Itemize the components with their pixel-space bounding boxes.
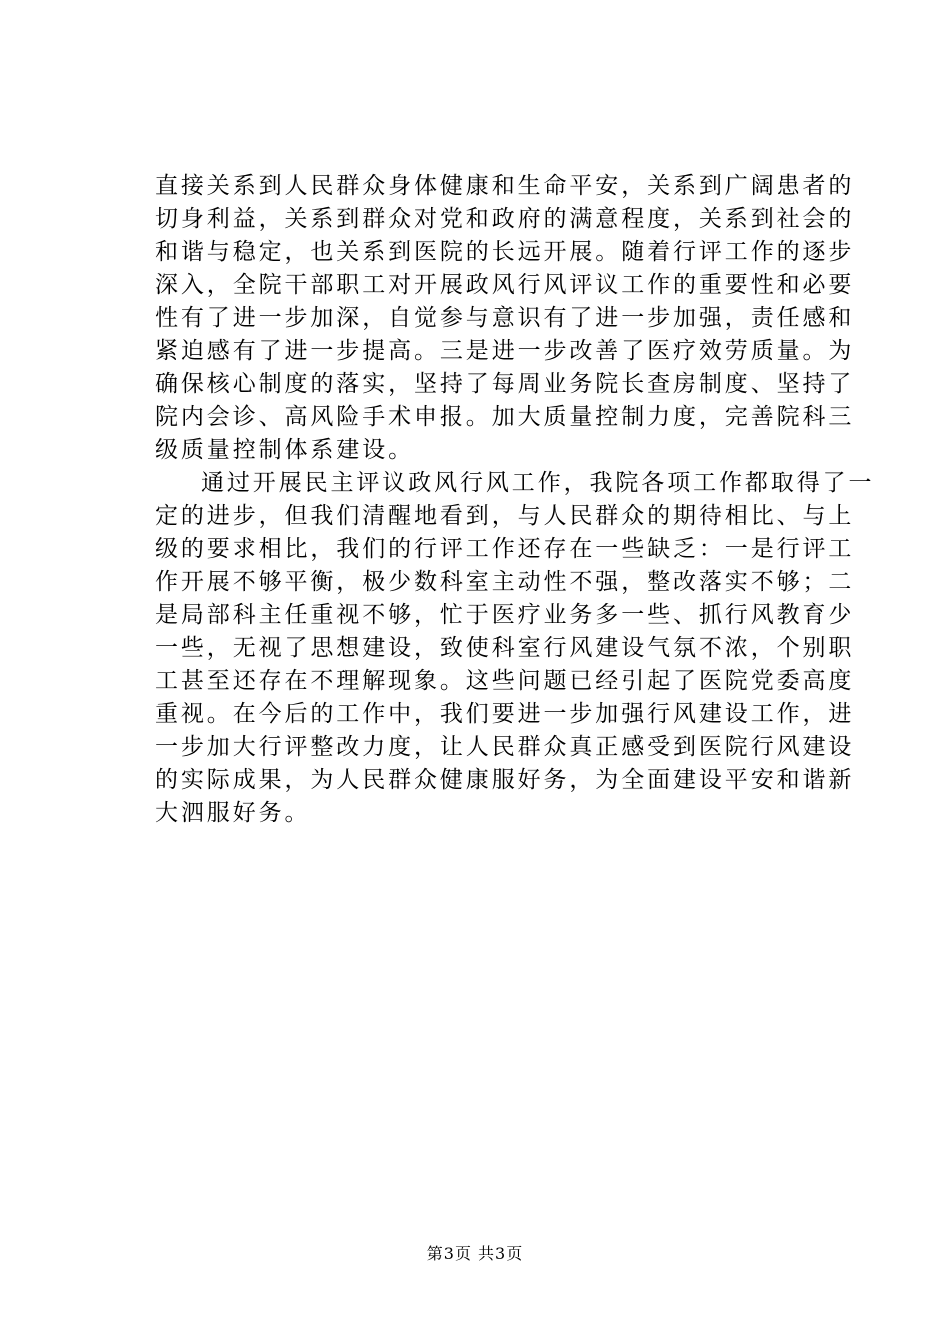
text-line: 重视。在今后的工作中，我们要进一步加强行风建设工作，进 (155, 701, 855, 727)
text-line: 是局部科主任重视不够，忙于医疗业务多一些、抓行风教育少 (155, 602, 855, 628)
text-line: 通过开展民主评议政风行风工作，我院各项工作都取得了一 (201, 470, 875, 496)
text-line: 大泗服好务。 (155, 800, 311, 826)
text-line: 定的进步，但我们清醒地看到，与人民群众的期待相比、与上 (155, 503, 855, 529)
text-line: 确保核心制度的落实，坚持了每周业务院长查房制度、坚持了 (155, 371, 855, 397)
text-line: 性有了进一步加深，自觉参与意识有了进一步加强，责任感和 (155, 305, 855, 331)
text-line: 的实际成果，为人民群众健康服好务，为全面建设平安和谐新 (155, 767, 855, 793)
text-line: 和谐与稳定，也关系到医院的长远开展。随着行评工作的逐步 (155, 239, 855, 265)
text-line: 工甚至还存在不理解现象。这些问题已经引起了医院党委高度 (155, 668, 855, 694)
text-line: 作开展不够平衡，极少数科室主动性不强，整改落实不够；二 (155, 569, 855, 595)
text-line: 一些，无视了思想建设，致使科室行风建设气氛不浓，个别职 (155, 635, 855, 661)
text-line: 直接关系到人民群众身体健康和生命平安，关系到广阔患者的 (155, 173, 855, 199)
text-line: 院内会诊、高风险手术申报。加大质量控制力度，完善院科三 (155, 404, 855, 430)
text-line: 紧迫感有了进一步提高。三是进一步改善了医疗效劳质量。为 (155, 338, 855, 364)
text-line: 深入，全院干部职工对开展政风行风评议工作的重要性和必要 (155, 272, 855, 298)
page-footer (0, 1243, 950, 1265)
text-line: 级的要求相比，我们的行评工作还存在一些缺乏：一是行评工 (155, 536, 855, 562)
text-line: 一步加大行评整改力度，让人民群众真正感受到医院行风建设 (155, 734, 855, 760)
page-number: 第3页 共3页 (426, 1244, 524, 1263)
paragraph-1 (155, 170, 855, 467)
paragraph-2 (155, 467, 875, 830)
document-body (155, 170, 875, 830)
text-line: 级质量控制体系建设。 (155, 437, 414, 463)
text-line: 切身利益，关系到群众对党和政府的满意程度，关系到社会的 (155, 206, 855, 232)
